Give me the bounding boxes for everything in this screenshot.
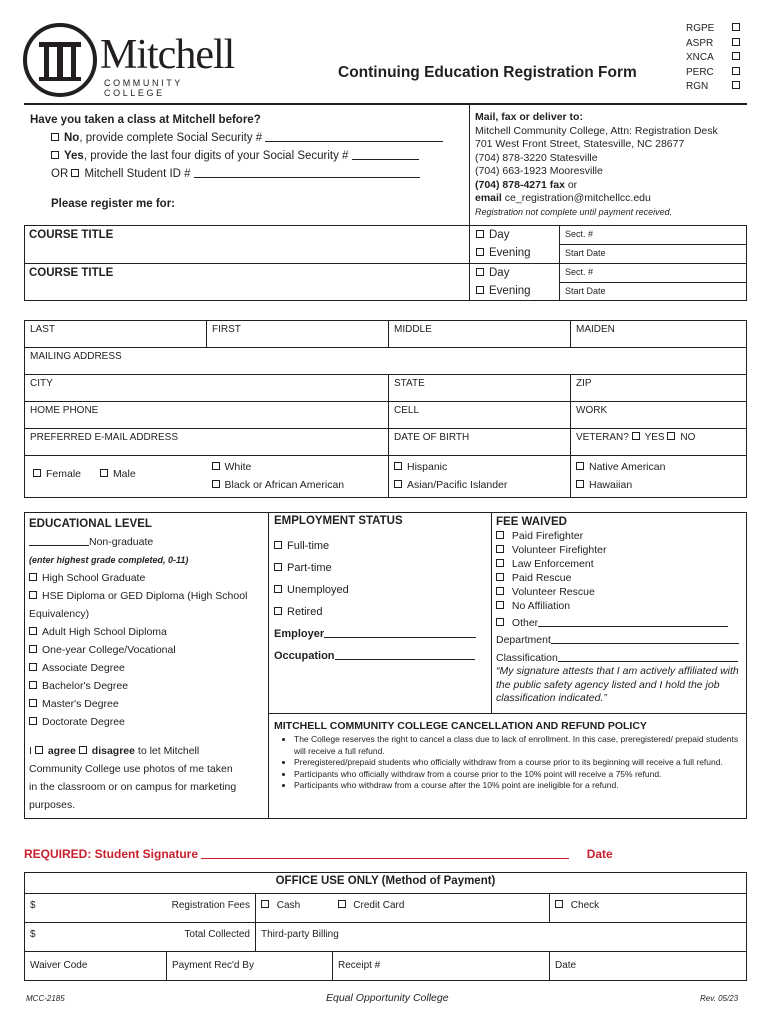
cash-checkbox[interactable] <box>261 900 269 908</box>
day-checkbox[interactable] <box>476 230 484 238</box>
maiden-name-field[interactable] <box>571 321 747 348</box>
edu-label: High School Graduate <box>42 572 146 584</box>
code-row <box>686 22 745 37</box>
course-title-2: COURSE TITLE <box>29 267 114 279</box>
gender-cell <box>25 456 207 498</box>
white-label: White <box>224 461 252 473</box>
code-label: PERC <box>686 66 714 78</box>
personal-info-table <box>24 320 747 498</box>
native-option <box>576 458 741 476</box>
emp-checkbox[interactable] <box>274 563 282 571</box>
student-id-field[interactable] <box>194 168 420 178</box>
fax-line <box>475 179 747 193</box>
policy-item: • Participants who officially withdraw from a course prior to the 10% point will receive a 75% refund. <box>294 769 742 781</box>
dob-label: DATE OF BIRTH <box>394 432 470 443</box>
veteran-no-label: NO <box>680 432 696 443</box>
reg-fees-amount[interactable] <box>25 894 167 923</box>
day-checkbox[interactable] <box>476 268 484 276</box>
prior-class-section <box>30 111 470 213</box>
first-label: FIRST <box>212 324 241 335</box>
female-label: Female <box>46 468 82 480</box>
policy-divider <box>268 713 747 714</box>
home-phone-label: HOME PHONE <box>30 405 99 416</box>
edu-checkbox[interactable] <box>29 699 37 707</box>
emp-option <box>274 584 488 596</box>
fee-label: Paid Rescue <box>511 572 572 584</box>
fee-label: No Affiliation <box>511 600 571 612</box>
policy-item: • The College reserves the right to cancel a class due to lack of enrollment. In this case, preregistered/ prepaid students will receive a full refund. <box>294 734 742 757</box>
code-row <box>686 66 745 81</box>
mail-address-line: Mitchell Community College, Attn: Registration Desk <box>475 124 718 137</box>
race-cell-1 <box>207 456 389 498</box>
day-label: Day <box>489 229 510 241</box>
fee-checkbox[interactable] <box>496 559 504 567</box>
fee-label: Volunteer Rescue <box>511 586 595 598</box>
department-row <box>496 633 744 647</box>
photo-i: I <box>29 745 32 757</box>
grade-field[interactable] <box>29 536 89 546</box>
fee-option <box>496 529 744 543</box>
code-row <box>686 80 745 95</box>
hawaiian-label: Hawaiian <box>589 479 633 491</box>
cash-label: Cash <box>276 900 301 911</box>
dollar-sign: $ <box>30 929 36 940</box>
photo-text: purposes. <box>29 799 76 811</box>
hispanic-option <box>394 458 565 476</box>
edu-label: Bachelor's Degree <box>42 680 129 692</box>
edu-option <box>29 587 264 605</box>
zip-field[interactable] <box>571 375 747 402</box>
signature-date-label: Date <box>586 847 613 861</box>
classification-label: Classification <box>496 652 558 664</box>
day-label: Day <box>489 267 510 279</box>
course-2-evening <box>476 285 531 297</box>
college-logo <box>22 22 237 98</box>
fax-word: fax <box>549 178 565 191</box>
office-date-field[interactable] <box>550 952 747 981</box>
disagree-checkbox[interactable] <box>79 746 87 754</box>
fee-option <box>496 616 744 630</box>
native-label: Native American <box>589 461 666 473</box>
first-name-field[interactable] <box>207 321 389 348</box>
employment-heading: EMPLOYMENT STATUS <box>274 515 403 527</box>
work-label: WORK <box>576 405 608 416</box>
no-option <box>30 129 470 147</box>
veteran-field <box>571 429 747 456</box>
emp-checkbox[interactable] <box>274 585 282 593</box>
course-1-evening <box>476 247 531 259</box>
fee-option <box>496 571 744 585</box>
zip-label: ZIP <box>576 378 592 389</box>
code-checkbox[interactable] <box>732 23 740 31</box>
photo-text: to let Mitchell <box>137 745 200 757</box>
city-label: CITY <box>30 378 53 389</box>
emp-checkbox[interactable] <box>274 541 282 549</box>
classification-field[interactable] <box>558 652 738 662</box>
edu-label: Adult High School Diploma <box>42 626 167 638</box>
code-row <box>686 37 745 52</box>
ssn-full-field[interactable] <box>265 132 443 142</box>
emp-label: Full-time <box>287 540 330 552</box>
fee-heading: FEE WAIVED <box>496 516 567 528</box>
hispanic-label: Hispanic <box>407 461 448 473</box>
phone-statesville: (704) 878-3220 Statesville <box>475 151 598 164</box>
waiver-code-field[interactable] <box>25 952 167 981</box>
policy-item: • Preregistered/prepaid students who officially withdraw from a course prior to its beginning will receive a full refund. <box>294 757 742 769</box>
check-checkbox[interactable] <box>555 900 563 908</box>
veteran-yes-label: YES <box>644 432 665 443</box>
mail-heading: Mail, fax or deliver to: <box>475 111 583 123</box>
code-label: XNCA <box>686 52 714 63</box>
edu-checkbox[interactable] <box>29 627 37 635</box>
check-option <box>550 894 747 923</box>
code-checkbox[interactable] <box>732 52 740 60</box>
edu-label-cont: Equivalency) <box>29 608 90 620</box>
edu-checkbox[interactable] <box>29 573 37 581</box>
state-field[interactable] <box>389 375 571 402</box>
emp-label: Unemployed <box>287 584 349 596</box>
edu-label: Doctorate Degree <box>42 716 125 728</box>
race-cell-3 <box>571 456 747 498</box>
state-label: STATE <box>394 378 425 389</box>
payment-recd-label: Payment Rec'd By <box>172 960 254 971</box>
edu-label: HSE Diploma or GED Diploma (High School <box>42 590 248 602</box>
sect-label[interactable]: Sect. # <box>565 229 594 239</box>
employment-section <box>274 515 488 662</box>
work-field[interactable] <box>571 402 747 429</box>
cash-option <box>256 894 333 923</box>
code-label: RGPE <box>686 23 715 34</box>
fax-or: or <box>567 178 578 191</box>
education-heading: EDUCATIONAL LEVEL <box>29 518 152 530</box>
code-checkbox[interactable] <box>732 67 740 75</box>
policy-item: • Participants who withdraw from a course after the 10% point are ineligible for a refund. <box>294 780 742 792</box>
fee-checkbox[interactable] <box>496 531 504 539</box>
hispanic-checkbox[interactable] <box>394 462 402 470</box>
agree-checkbox[interactable] <box>35 746 43 754</box>
code-row <box>686 51 745 66</box>
credit-checkbox[interactable] <box>338 900 346 908</box>
policy-list <box>274 734 742 792</box>
edu-divider <box>268 512 269 819</box>
no-checkbox[interactable] <box>51 133 59 141</box>
nongrad-row <box>29 533 264 551</box>
nongrad-label: Non-graduate <box>89 536 154 548</box>
course-sect-divider <box>559 282 747 283</box>
middle-name-field[interactable] <box>389 321 571 348</box>
hawaiian-checkbox[interactable] <box>576 480 584 488</box>
black-checkbox[interactable] <box>212 480 220 488</box>
fee-label: Law Enforcement <box>511 558 594 570</box>
admin-codes <box>686 22 745 95</box>
signature-row <box>24 847 749 875</box>
edu-label: Master's Degree <box>42 698 119 710</box>
revision-date: Rev. 05/23 <box>700 994 739 1003</box>
form-code: MCC-2185 <box>26 994 65 1003</box>
office-heading: OFFICE USE ONLY (Method of Payment) <box>25 873 747 894</box>
fee-checkbox[interactable] <box>496 573 504 581</box>
yes-label: Yes <box>64 150 84 162</box>
third-party-label: Third-party Billing <box>261 929 339 940</box>
yes-checkbox[interactable] <box>51 151 59 159</box>
emp-label: Retired <box>287 606 323 618</box>
edu-label: Associate Degree <box>42 662 125 674</box>
check-label: Check <box>570 900 600 911</box>
fee-checkbox[interactable] <box>496 545 504 553</box>
logo-subtitle: COMMUNITY COLLEGE <box>104 78 183 98</box>
home-phone-field[interactable] <box>25 402 389 429</box>
employer-label: Employer <box>274 628 325 640</box>
email-label: email <box>475 192 502 204</box>
code-label: ASPR <box>686 37 714 49</box>
race-cell-2 <box>389 456 571 498</box>
payment-recd-field[interactable] <box>167 952 333 981</box>
edu-checkbox[interactable] <box>29 663 37 671</box>
yes-option <box>30 147 470 165</box>
fee-option <box>496 585 744 599</box>
fee-label: Other <box>511 617 539 629</box>
edu-option <box>29 569 264 587</box>
fee-label: Paid Firefighter <box>511 530 584 542</box>
occupation-label: Occupation <box>274 650 335 662</box>
payment-note: Registration not complete until payment received. <box>475 206 673 217</box>
course-row-divider <box>24 263 747 264</box>
student-id-option <box>30 165 470 183</box>
signature-label: REQUIRED: Student Signature <box>24 847 199 861</box>
native-checkbox[interactable] <box>576 462 584 470</box>
sect-label[interactable]: Sect. # <box>565 267 594 277</box>
ssn-last4-field[interactable] <box>352 150 419 160</box>
phone-mooresville: (704) 663-1923 Mooresville <box>475 165 603 177</box>
veteran-no-checkbox[interactable] <box>667 432 675 440</box>
cell-label: CELL <box>394 405 420 416</box>
edu-option <box>29 641 264 659</box>
employer-field[interactable] <box>324 628 476 638</box>
edu-checkbox[interactable] <box>29 645 37 653</box>
email-line <box>475 192 747 206</box>
education-section <box>29 515 264 814</box>
credit-option <box>333 894 550 923</box>
office-date-label: Date <box>555 960 577 971</box>
emp-label: Part-time <box>287 562 332 574</box>
no-text: , provide complete Social Security # <box>79 132 263 144</box>
mailing-label: MAILING ADDRESS <box>30 351 122 362</box>
emp-divider <box>491 512 492 713</box>
course-title-1: COURSE TITLE <box>29 229 114 241</box>
edu-label: One-year College/Vocational <box>42 644 176 656</box>
fee-checkbox[interactable] <box>496 601 504 609</box>
edu-option <box>29 623 264 641</box>
occupation-row <box>274 650 488 662</box>
waiver-label: Waiver Code <box>30 960 88 971</box>
fee-label: Volunteer Firefighter <box>511 544 607 556</box>
photo-text: in the classroom or on campus for marketing <box>29 781 237 793</box>
course-2-day <box>476 267 509 279</box>
prior-class-question: Have you taken a class at Mitchell before? <box>30 114 261 126</box>
evening-label: Evening <box>489 247 531 259</box>
fee-option <box>496 599 744 613</box>
student-id-checkbox[interactable] <box>71 169 79 177</box>
form-title: Continuing Education Registration Form <box>338 64 637 81</box>
edu-option <box>29 713 264 731</box>
refund-policy <box>274 720 742 792</box>
office-use-table <box>24 872 747 981</box>
yes-text: , provide the last four digits of your Social Security # <box>83 150 349 162</box>
course-sect-divider <box>559 244 747 245</box>
edu-checkbox[interactable] <box>29 681 37 689</box>
fee-checkbox[interactable] <box>496 587 504 595</box>
agree-label: agree <box>47 745 76 757</box>
no-label: No <box>64 132 80 144</box>
fee-checkbox[interactable] <box>496 618 504 626</box>
male-label: Male <box>112 468 136 480</box>
evening-label: Evening <box>489 285 531 297</box>
total-amount[interactable] <box>25 923 167 952</box>
hawaiian-option <box>576 476 741 494</box>
email-field-label: PREFERRED E-MAIL ADDRESS <box>30 432 178 443</box>
asian-checkbox[interactable] <box>394 480 402 488</box>
evening-checkbox[interactable] <box>476 248 484 256</box>
department-field[interactable] <box>551 634 739 644</box>
start-date-label[interactable]: Start Date <box>565 248 606 258</box>
female-checkbox[interactable] <box>33 469 41 477</box>
emp-option <box>274 606 488 618</box>
fee-waived-section <box>496 515 744 706</box>
course-1-day <box>476 229 509 241</box>
city-field[interactable] <box>25 375 389 402</box>
receipt-label: Receipt # <box>338 960 381 971</box>
last-label: LAST <box>30 324 56 335</box>
photo-consent <box>29 742 264 814</box>
policy-heading: MITCHELL COMMUNITY COLLEGE CANCELLATION AND REFUND POLICY <box>274 720 647 732</box>
veteran-label: VETERAN? <box>576 432 629 443</box>
start-date-label[interactable]: Start Date <box>565 286 606 296</box>
asian-option <box>394 476 565 494</box>
mitchell-logo-icon <box>22 22 98 98</box>
evening-checkbox[interactable] <box>476 286 484 294</box>
reg-fees-label: Registration Fees <box>167 894 256 923</box>
fax-number: (704) 878-4271 <box>475 178 547 191</box>
register-label: Please register me for: <box>51 198 176 210</box>
photo-text: Community College use photos of me taken <box>29 763 233 775</box>
total-label: Total Collected <box>167 923 256 952</box>
cell-field[interactable] <box>389 402 571 429</box>
third-party-field[interactable] <box>256 923 747 952</box>
emp-option <box>274 540 488 552</box>
eoc-statement: Equal Opportunity College <box>326 992 449 1004</box>
veteran-yes-checkbox[interactable] <box>632 432 640 440</box>
edu-option <box>29 677 264 695</box>
code-checkbox[interactable] <box>732 38 740 46</box>
edu-checkbox[interactable] <box>29 717 37 725</box>
edu-option <box>29 695 264 713</box>
emp-option <box>274 562 488 574</box>
white-option <box>212 458 384 476</box>
black-label: Black or African American <box>224 479 345 491</box>
mail-section <box>475 111 747 219</box>
email-address[interactable]: ce_registration@mitchellcc.edu <box>504 192 651 204</box>
fee-option <box>496 557 744 571</box>
occupation-field[interactable] <box>335 650 475 660</box>
department-label: Department <box>496 634 551 646</box>
edu-option <box>29 659 264 677</box>
code-label: RGN <box>686 81 709 92</box>
dob-field[interactable] <box>389 429 571 456</box>
middle-label: MIDDLE <box>394 324 432 335</box>
edu-checkbox[interactable] <box>29 591 37 599</box>
asian-label: Asian/Pacific Islander <box>407 479 508 491</box>
emp-checkbox[interactable] <box>274 607 282 615</box>
email-field[interactable] <box>25 429 389 456</box>
receipt-field[interactable] <box>333 952 550 981</box>
course-col-divider <box>559 225 560 301</box>
code-checkbox[interactable] <box>732 81 740 89</box>
header-rule <box>24 103 747 105</box>
classification-row <box>496 651 744 665</box>
mail-address-line: 701 West Front Street, Statesville, NC 28677 <box>475 138 685 150</box>
attest-statement: “My signature attests that I am actively affiliated with the public safety agency listed and I hold the job classification indicated.” <box>496 665 739 704</box>
student-id-label: Mitchell Student ID # <box>84 168 191 180</box>
logo-wordmark: Mitchell <box>100 32 235 78</box>
dollar-sign: $ <box>30 900 36 911</box>
maiden-label: MAIDEN <box>576 324 615 335</box>
other-field[interactable] <box>538 617 728 627</box>
or-text: OR <box>51 168 69 180</box>
male-checkbox[interactable] <box>100 469 108 477</box>
disagree-label: disagree <box>91 745 135 757</box>
mailing-address-field[interactable] <box>25 348 747 375</box>
last-name-field[interactable] <box>25 321 207 348</box>
grade-instruction: (enter highest grade completed, 0-11) <box>29 555 189 565</box>
credit-label: Credit Card <box>353 900 405 911</box>
signature-field[interactable] <box>201 849 569 859</box>
white-checkbox[interactable] <box>212 462 220 470</box>
employer-row <box>274 628 488 640</box>
fee-option <box>496 543 744 557</box>
black-option <box>212 476 384 494</box>
